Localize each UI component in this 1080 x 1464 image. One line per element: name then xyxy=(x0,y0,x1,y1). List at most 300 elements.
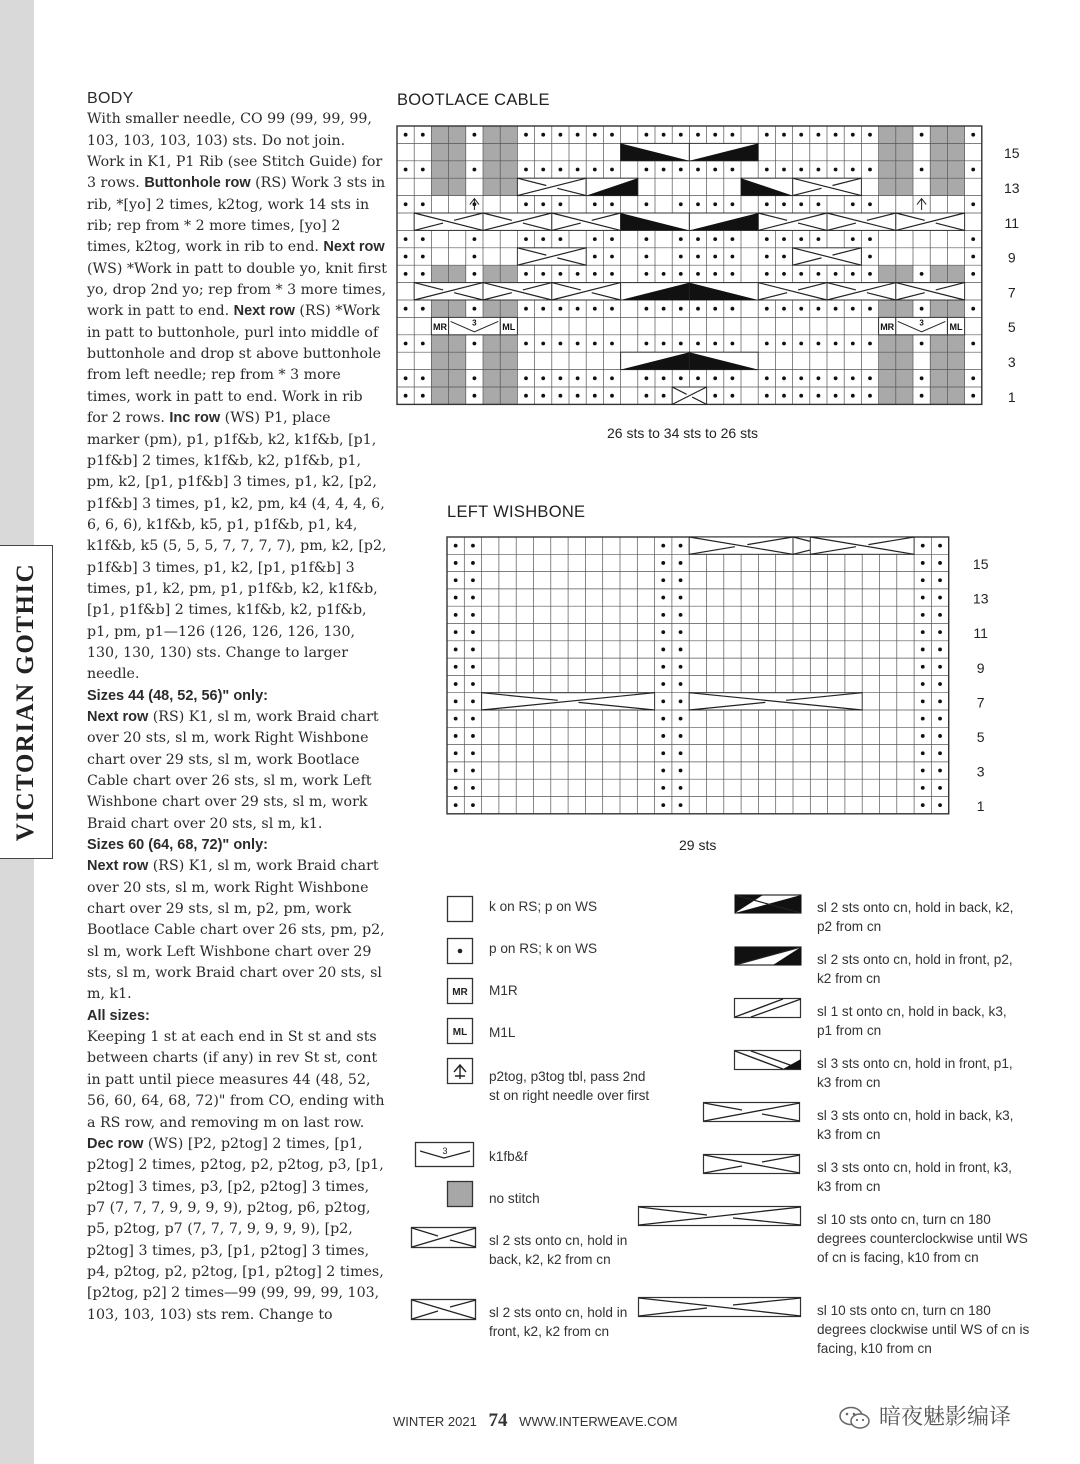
row-number: 9 xyxy=(976,659,985,676)
purl-dot xyxy=(471,786,475,790)
k1fb-symbol-icon xyxy=(414,1141,476,1169)
section-side-tab xyxy=(0,545,53,859)
purl-dot xyxy=(834,307,838,311)
purl-dot xyxy=(679,699,683,703)
purl-dot xyxy=(799,168,803,172)
purl-dot xyxy=(421,394,425,398)
legend-k1fb: k1fb&f xyxy=(489,1149,528,1164)
purl-dot xyxy=(645,394,649,398)
purl-dot xyxy=(834,272,838,276)
purl-dot xyxy=(971,272,975,276)
purl-dot xyxy=(541,376,545,380)
ml-symbol-text: ML xyxy=(949,321,963,332)
purl-dot xyxy=(645,133,649,137)
row-number: 11 xyxy=(973,625,988,642)
purl-dot xyxy=(576,307,580,311)
purl-dot xyxy=(679,630,683,634)
body-bold-term: Sizes 60 (64, 68, 72)" only: xyxy=(87,837,268,854)
purl-dot xyxy=(851,202,855,206)
purl-dot xyxy=(971,394,975,398)
purl-dot xyxy=(679,578,683,582)
purl-dot xyxy=(541,394,545,398)
row-number: 11 xyxy=(1004,214,1020,231)
purl-dot xyxy=(576,272,580,276)
purl-dot xyxy=(782,202,786,206)
purl-dot xyxy=(645,202,649,206)
purl-dot xyxy=(524,237,528,241)
purl-dot xyxy=(938,786,942,790)
purl-dot xyxy=(524,168,528,172)
purl-dot xyxy=(524,394,528,398)
legend-m1r: M1R xyxy=(489,983,518,998)
purl-dot xyxy=(679,376,683,380)
purl-dot xyxy=(921,699,925,703)
cable-3-1-front-icon xyxy=(733,1049,803,1071)
legend-turn-cable-cw: sl 10 sts onto cn, turn cn 180 degrees clockwise until WS of cn is facing, k10 from cn xyxy=(817,1303,1030,1356)
row-number: 9 xyxy=(1007,249,1016,266)
purl-dot xyxy=(593,342,597,346)
purl-dot xyxy=(851,307,855,311)
purl-dot xyxy=(645,307,649,311)
purl-dot xyxy=(576,394,580,398)
purl-dot xyxy=(868,307,872,311)
purl-dot xyxy=(471,544,475,548)
purl-dot xyxy=(679,717,683,721)
legend-purl: p on RS; k on WS xyxy=(489,941,598,956)
purl-dot xyxy=(817,237,821,241)
purl-dot xyxy=(868,272,872,276)
purl-dot xyxy=(471,682,475,686)
purl-dot xyxy=(471,717,475,721)
purl-dot xyxy=(868,168,872,172)
purl-dot xyxy=(817,307,821,311)
purl-dot xyxy=(920,342,924,346)
purl-dot xyxy=(645,255,649,259)
purl-dot xyxy=(524,272,528,276)
purl-dot xyxy=(661,596,665,600)
m1l-symbol-icon xyxy=(446,1017,476,1047)
cable-2-2-back-purl-icon xyxy=(733,893,803,915)
purl-dot xyxy=(713,272,717,276)
purl-dot xyxy=(921,786,925,790)
purl-dot xyxy=(541,202,545,206)
purl-dot xyxy=(713,168,717,172)
purl-dot xyxy=(471,699,475,703)
purl-dot xyxy=(645,272,649,276)
mr-symbol-text: MR xyxy=(433,321,447,332)
purl-dot xyxy=(938,561,942,565)
purl-dot xyxy=(454,717,458,721)
purl-dot xyxy=(454,630,458,634)
row-number: 7 xyxy=(976,694,985,711)
body-paragraph xyxy=(87,686,387,707)
purl-dot xyxy=(473,168,477,172)
purl-dot xyxy=(921,665,925,669)
purl-dot xyxy=(799,133,803,137)
purl-dot xyxy=(868,202,872,206)
purl-dot xyxy=(679,544,683,548)
purl-dot xyxy=(731,202,735,206)
purl-dot xyxy=(662,133,666,137)
purl-dot xyxy=(679,168,683,172)
purl-dot xyxy=(782,133,786,137)
purl-dot xyxy=(404,272,408,276)
purl-dot xyxy=(851,342,855,346)
purl-dot xyxy=(799,342,803,346)
purl-dot xyxy=(938,613,942,617)
purl-dot xyxy=(645,168,649,172)
purl-dot xyxy=(454,734,458,738)
purl-dot xyxy=(696,202,700,206)
purl-dot xyxy=(679,307,683,311)
purl-dot xyxy=(731,342,735,346)
left-wishbone-chart xyxy=(440,530,1000,830)
purl-dot xyxy=(782,376,786,380)
purl-dot xyxy=(921,769,925,773)
purl-dot xyxy=(471,596,475,600)
purl-dot xyxy=(661,751,665,755)
row-number: 13 xyxy=(972,590,989,607)
double-decrease-icon xyxy=(446,1057,476,1087)
purl-dot xyxy=(541,307,545,311)
bootlace-chart-title: BOOTLACE CABLE xyxy=(397,91,550,109)
purl-dot xyxy=(473,307,477,311)
purl-dot xyxy=(920,376,924,380)
purl-dot xyxy=(817,202,821,206)
purl-dot xyxy=(661,786,665,790)
purl-dot xyxy=(662,376,666,380)
purl-dot xyxy=(817,168,821,172)
watermark-text: 暗夜魅影编译 xyxy=(879,1405,1012,1430)
purl-dot xyxy=(559,133,563,137)
purl-dot xyxy=(661,578,665,582)
purl-dot xyxy=(593,237,597,241)
body-paragraph xyxy=(87,1027,387,1326)
purl-dot xyxy=(593,133,597,137)
purl-dot xyxy=(404,342,408,346)
purl-dot xyxy=(661,682,665,686)
purl-dot xyxy=(938,803,942,807)
purl-dot xyxy=(473,394,477,398)
purl-dot xyxy=(404,237,408,241)
legend-m1l: M1L xyxy=(489,1025,516,1040)
row-number: 7 xyxy=(1007,284,1016,301)
purl-dot xyxy=(661,717,665,721)
purl-dot xyxy=(610,237,614,241)
purl-dot xyxy=(679,682,683,686)
purl-dot xyxy=(868,133,872,137)
purl-dot xyxy=(971,376,975,380)
row-number: 3 xyxy=(1007,353,1016,370)
purl-dot xyxy=(679,133,683,137)
purl-dot xyxy=(541,133,545,137)
purl-dot xyxy=(662,394,666,398)
purl-dot xyxy=(471,734,475,738)
purl-dot xyxy=(661,699,665,703)
purl-dot xyxy=(782,272,786,276)
purl-dot xyxy=(593,307,597,311)
purl-dot xyxy=(971,133,975,137)
cable-2-2-front-icon xyxy=(410,1298,478,1322)
purl-dot xyxy=(971,168,975,172)
purl-dot xyxy=(645,342,649,346)
purl-dot xyxy=(473,376,477,380)
purl-dot xyxy=(868,394,872,398)
purl-dot xyxy=(404,307,408,311)
purl-dot xyxy=(559,168,563,172)
purl-dot xyxy=(473,237,477,241)
purl-dot xyxy=(921,717,925,721)
purl-dot xyxy=(421,202,425,206)
purl-dot xyxy=(610,202,614,206)
purl-dot xyxy=(541,168,545,172)
purl-dot xyxy=(454,682,458,686)
purl-dot xyxy=(541,272,545,276)
purl-dot xyxy=(868,342,872,346)
body-bold-term: Next row xyxy=(323,239,385,256)
purl-dot xyxy=(576,168,580,172)
purl-dot xyxy=(559,307,563,311)
body-bold-term: Next row xyxy=(87,708,149,725)
section-side-tab-label: VICTORIAN GOTHIC xyxy=(12,562,40,842)
body-text: (RS) *Work in patt to buttonhole, purl into middle of buttonhole and drop st above buttonhole from left needle; rep from * 3 more times, work in patt to end. Work in rib for 2 rows. xyxy=(87,303,382,427)
legend-cable-2-2-front: sl 2 sts onto cn, hold in front, k2, k2 from cn xyxy=(489,1305,628,1339)
purl-dot xyxy=(404,133,408,137)
purl-dot xyxy=(938,769,942,773)
purl-dot xyxy=(454,648,458,652)
legend-cable-3-1-front: sl 3 sts onto cn, hold in front, p1, k3 from cn xyxy=(817,1056,1013,1090)
purl-dot xyxy=(454,561,458,565)
purl-dot xyxy=(713,376,717,380)
purl-dot xyxy=(817,272,821,276)
purl-dot xyxy=(471,665,475,669)
purl-dot xyxy=(559,376,563,380)
cable-3-3-front-icon xyxy=(702,1153,802,1175)
purl-dot xyxy=(524,307,528,311)
purl-dot xyxy=(471,561,475,565)
purl-dot xyxy=(421,133,425,137)
purl-dot xyxy=(921,734,925,738)
purl-dot xyxy=(421,307,425,311)
purl-dot xyxy=(834,168,838,172)
purl-dot xyxy=(938,630,942,634)
purl-dot xyxy=(971,255,975,259)
purl-dot xyxy=(971,342,975,346)
cable-2-2-front-purl-icon xyxy=(733,945,803,967)
row-number: 5 xyxy=(1007,319,1016,336)
purl-dot xyxy=(696,307,700,311)
k1fb-number-text: 3 xyxy=(472,318,477,328)
purl-dot xyxy=(799,272,803,276)
body-text: (WS) [P2, p2tog] 2 times, [p1, p2tog] 2 times, p2tog, p2, p2tog, p3, [p1, p2tog] 3 times, p3, [p2, p2tog] 3 times, p7 (7, 7, 7, 9, 9, 9, 9), p2tog, p6, p2tog, p5, p2tog, p7 (7, 7, 7, 9, 9, 9, 9), [p2, p2tog] 3 times, p3, [p1, p2tog] 3 times, p4, p2tog, p2, p2tog, [p1, p2tog] 2 times, [p2tog, p2] 2 times—99 (99, 99, 99, 103, 103, 103, 103) sts rem. Change to xyxy=(87,1135,384,1323)
purl-dot xyxy=(679,734,683,738)
row-number: 1 xyxy=(976,798,985,815)
purl-dot xyxy=(454,665,458,669)
purl-dot xyxy=(868,376,872,380)
purl-dot xyxy=(782,342,786,346)
purl-dot xyxy=(731,255,735,259)
body-paragraph xyxy=(87,707,387,835)
purl-dot xyxy=(679,596,683,600)
m1r-symbol-text: MR xyxy=(452,987,468,998)
purl-dot xyxy=(454,751,458,755)
purl-dot xyxy=(971,202,975,206)
purl-dot xyxy=(679,237,683,241)
purl-dot xyxy=(851,376,855,380)
legend-no-stitch: no stitch xyxy=(489,1191,540,1206)
purl-dot xyxy=(921,630,925,634)
body-heading: BODY xyxy=(87,90,134,107)
purl-dot xyxy=(713,307,717,311)
watermark xyxy=(838,1400,1011,1431)
purl-dot xyxy=(696,168,700,172)
purl-dot xyxy=(731,376,735,380)
purl-dot xyxy=(731,133,735,137)
purl-dot xyxy=(610,342,614,346)
purl-dot xyxy=(920,133,924,137)
body-text: (WS) P1, place marker (pm), p1, p1f&b, k2, k1f&b, [p1, p1f&b] 2 times, k1f&b, k2, p1f&b, p1, pm, k2, [p1, p1f&b] 3 times, p1, k2, [p2, p1f&b] 3 times, p1, k2, pm, k4 (4, 4, 4, 6, 6, 6, 6), k1f&b, k5, p1, p1f&b, p1, k4, k1f&b, k5 (5, 5, 5, 7, 7, 7, 7), pm, k2, [p2, p1f&b] 3 times, p1, k2, [p1, p1f&b] 3 times, p1, k2, pm, p1, p1f&b, k2, k1f&b, [p1, p1f&b] 2 times, k1f&b, k2, p1f&b, p1, pm, p1—126 (126, 126, 126, 130, 130, 130, 130) sts. Change to larger needle. xyxy=(87,410,387,683)
purl-dot xyxy=(404,394,408,398)
purl-dot xyxy=(454,786,458,790)
purl-dot xyxy=(868,237,872,241)
cable-2-2-back-icon xyxy=(410,1226,478,1250)
cable-3-3-back-icon xyxy=(702,1101,802,1123)
purl-dot xyxy=(454,544,458,548)
purl-dot xyxy=(661,630,665,634)
footer-season: WINTER 2021 xyxy=(393,1414,477,1429)
purl-dot xyxy=(593,376,597,380)
purl-dot xyxy=(696,342,700,346)
purl-dot xyxy=(645,376,649,380)
purl-dot xyxy=(454,699,458,703)
turn-cable-cw-icon xyxy=(637,1296,803,1318)
purl-dot xyxy=(696,376,700,380)
purl-dot xyxy=(851,168,855,172)
purl-dot xyxy=(817,376,821,380)
purl-dot xyxy=(765,133,769,137)
purl-dot xyxy=(576,376,580,380)
purl-dot xyxy=(938,648,942,652)
purl-dot xyxy=(765,272,769,276)
body-paragraphs xyxy=(87,109,387,1326)
wechat-icon xyxy=(838,1405,872,1431)
purl-dot xyxy=(938,596,942,600)
purl-dot xyxy=(679,255,683,259)
row-number: 3 xyxy=(976,763,985,780)
knit-symbol-icon xyxy=(446,895,476,925)
body-paragraph xyxy=(87,1006,387,1027)
purl-dot xyxy=(921,803,925,807)
body-bold-term: All sizes: xyxy=(87,1007,150,1024)
bootlace-chart-caption: 26 sts to 34 sts to 26 sts xyxy=(607,425,758,441)
k1fb-symbol-text: 3 xyxy=(442,1146,448,1156)
purl-dot xyxy=(473,272,477,276)
purl-dot xyxy=(938,717,942,721)
purl-dot xyxy=(920,168,924,172)
purl-dot xyxy=(920,272,924,276)
purl-dot xyxy=(920,307,924,311)
legend-cable-2-2-front-purl: sl 2 sts onto cn, hold in front, p2, k2 from cn xyxy=(817,952,1013,986)
legend-cable-3-1-back: sl 1 st onto cn, hold in back, k3, p1 from cn xyxy=(817,1004,1007,1038)
purl-dot xyxy=(817,342,821,346)
purl-dot xyxy=(471,751,475,755)
purl-dot xyxy=(713,237,717,241)
purl-dot xyxy=(921,561,925,565)
row-number: 15 xyxy=(1004,145,1020,162)
purl-dot xyxy=(921,682,925,686)
row-number: 5 xyxy=(976,729,985,746)
purl-dot xyxy=(661,803,665,807)
purl-dot xyxy=(782,307,786,311)
purl-dot xyxy=(473,342,477,346)
legend-cable-2-2-back-purl: sl 2 sts onto cn, hold in back, k2, p2 from cn xyxy=(817,900,1014,934)
page-footer xyxy=(393,1410,677,1432)
m1l-symbol-text: ML xyxy=(452,1027,468,1038)
purl-dot xyxy=(610,307,614,311)
purl-dot xyxy=(679,751,683,755)
purl-dot xyxy=(541,342,545,346)
purl-dot xyxy=(921,596,925,600)
purl-dot xyxy=(454,769,458,773)
body-text: Keeping 1 st at each end in St st and sts between charts (if any) in rev St st, cont in patt until piece measures 44 (48, 52, 56, 60, 64, 68, 72)" from CO, ending with a RS row, and removing m on last row. xyxy=(87,1029,385,1131)
purl-dot xyxy=(921,751,925,755)
purl-dot xyxy=(765,342,769,346)
purl-dot xyxy=(679,613,683,617)
purl-dot xyxy=(679,665,683,669)
purl-dot xyxy=(679,272,683,276)
turn-cable-ccw-icon xyxy=(637,1205,803,1227)
purl-dot xyxy=(921,613,925,617)
cable-3-1-back-icon xyxy=(733,997,803,1019)
purl-dot xyxy=(471,648,475,652)
purl-dot xyxy=(765,394,769,398)
purl-dot xyxy=(593,255,597,259)
purl-dot xyxy=(765,307,769,311)
purl-dot xyxy=(421,168,425,172)
purl-dot xyxy=(696,133,700,137)
purl-dot xyxy=(404,202,408,206)
purl-dot xyxy=(559,272,563,276)
no-stitch-icon xyxy=(446,1180,476,1210)
k1fb-number-text: 3 xyxy=(919,318,924,328)
purl-dot xyxy=(971,307,975,311)
legend-cable-3-3-front: sl 3 sts onto cn, hold in front, k3, k3 from cn xyxy=(817,1160,1012,1194)
purl-dot xyxy=(662,307,666,311)
purl-dot xyxy=(454,803,458,807)
purl-dot xyxy=(559,202,563,206)
body-bold-term: Next row xyxy=(87,858,149,875)
body-bold-term: Dec row xyxy=(87,1135,144,1152)
purl-dot xyxy=(645,237,649,241)
purl-dot xyxy=(421,376,425,380)
purl-dot xyxy=(782,394,786,398)
purl-dot xyxy=(559,342,563,346)
body-instructions xyxy=(87,88,387,1326)
purl-dot xyxy=(782,255,786,259)
purl-dot xyxy=(765,168,769,172)
purl-dot xyxy=(851,272,855,276)
purl-dot xyxy=(817,394,821,398)
purl-dot xyxy=(404,255,408,259)
purl-dot xyxy=(454,578,458,582)
purl-dot xyxy=(421,255,425,259)
purl-dot xyxy=(731,394,735,398)
purl-dot xyxy=(938,699,942,703)
m1r-symbol-icon xyxy=(446,977,476,1007)
body-paragraph xyxy=(87,835,387,856)
purl-dot xyxy=(559,394,563,398)
body-bold-term: Sizes 44 (48, 52, 56)" only: xyxy=(87,687,268,704)
